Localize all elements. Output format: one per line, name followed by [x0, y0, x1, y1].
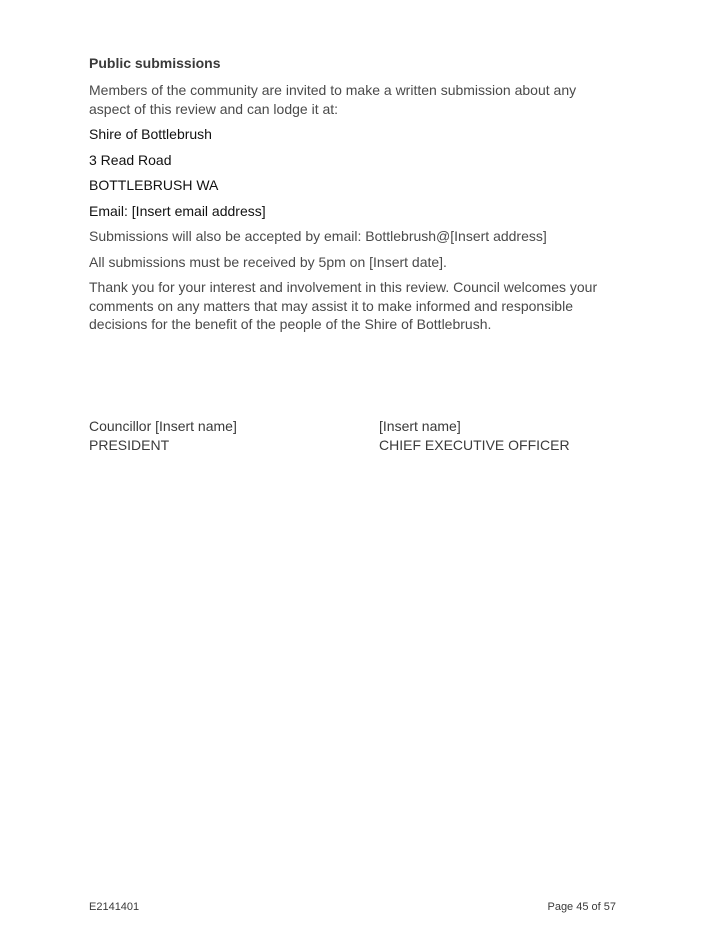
signature-block-president	[89, 417, 237, 455]
address-line-3: BOTTLEBRUSH WA	[89, 177, 219, 193]
deadline-paragraph: All submissions must be received by 5pm on [Insert date].	[89, 253, 447, 270]
address-line-1: Shire of Bottlebrush	[89, 126, 212, 142]
footer-page-number: Page 45 of 57	[547, 901, 616, 913]
email-note: Submissions will also be accepted by email: Bottlebrush@[Insert address]	[89, 228, 547, 244]
thanks-paragraph: Thank you for your interest and involvement in this review. Council welcomes your comments on any matters that may assist it to make informed and responsible decisions for the benefit of the people of the Shire of Bottlebrush.	[89, 279, 598, 332]
intro-paragraph: Members of the community are invited to make a written submission about any aspect of this review and can lodge it at:	[89, 82, 577, 117]
president-title: PRESIDENT	[89, 437, 170, 453]
address-email: Email: [Insert email address]	[89, 202, 266, 219]
ceo-title: CHIEF EXECUTIVE OFFICER	[379, 437, 570, 453]
address-line-2: 3 Read Road	[89, 151, 172, 168]
section-heading: Public submissions	[89, 55, 221, 71]
footer-doc-id: E2141401	[89, 901, 140, 913]
ceo-name: [Insert name]	[379, 418, 461, 434]
signature-block-ceo	[379, 417, 570, 455]
president-name: Councillor [Insert name]	[89, 418, 237, 434]
document-body	[89, 54, 619, 341]
